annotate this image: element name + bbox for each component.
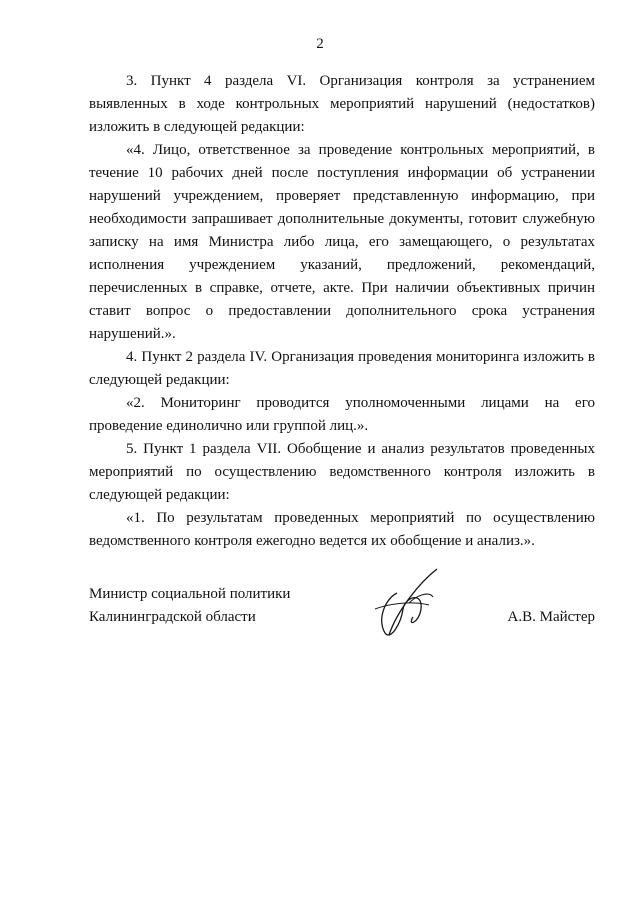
signer-position-line-2: Калининградской области [89,609,256,625]
paragraph-quote-2: «2. Мониторинг проводится уполномоченными лицами на его проведение единолично или группой лиц.». [89,395,595,434]
paragraph-quote-4: «4. Лицо, ответственное за проведение контрольных мероприятий, в течение 10 рабочих дней после поступления информации об устранении нарушений учреждением, проверяет представленную информацию, при необходимости запрашивает дополнительные документы, готовит служебную записку на имя Министра либо лица, его замещающего, о результатах исполнения учреждением указаний, предложений, рекомендаций, перечисленных в справке, отчете, акте. При наличии объективных причин ставит вопрос о предоставлении дополнительного срока устранения нарушений.». [89,142,595,342]
handwritten-signature-icon [367,563,447,643]
paragraph-item-3: 3. Пункт 4 раздела VI. Организация контроля за устранением выявленных в ходе контрольных мероприятий нарушений (недостатков) изложить в следующей редакции: [89,73,595,135]
page-number: 2 [316,36,324,52]
paragraph-quote-1: «1. По результатам проведенных мероприятий по осуществлению ведомственного контроля ежегодно ведется их обобщение и анализ.». [89,510,595,549]
signer-position-line-1: Министр социальной политики [89,586,291,602]
signer-position [89,583,290,629]
signature-block [89,583,595,653]
document-body [89,70,595,553]
paragraph-item-5: 5. Пункт 1 раздела VII. Обобщение и анализ результатов проведенных мероприятий по осуществлению ведомственного контроля изложить в следующей редакции: [89,441,595,503]
signer-name: А.В. Майстер [507,609,595,625]
paragraph-item-4: 4. Пункт 2 раздела IV. Организация проведения мониторинга изложить в следующей редакции: [89,349,595,388]
